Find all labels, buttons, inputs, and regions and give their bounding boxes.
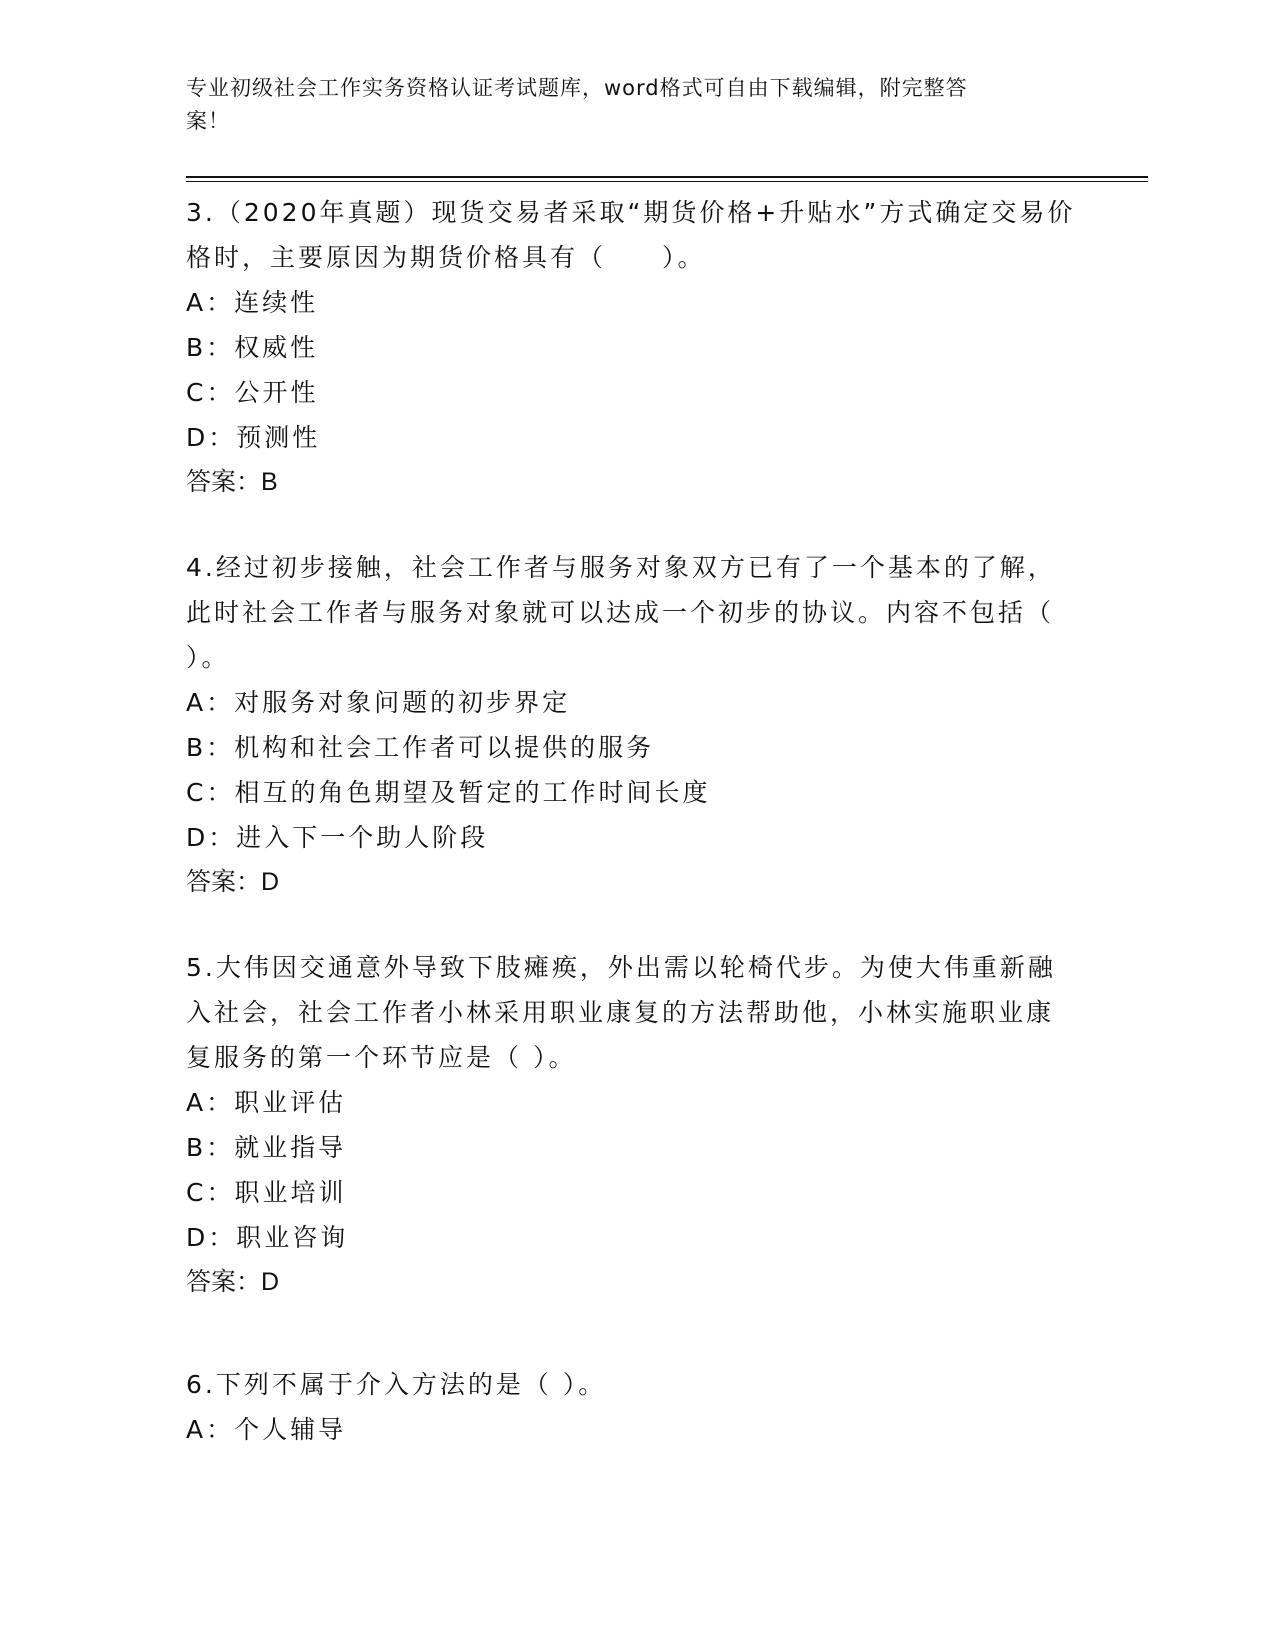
question-6: [186, 1362, 1086, 1452]
option-a: A：对服务对象问题的初步界定: [186, 688, 571, 717]
option-b: B：就业指导: [186, 1133, 347, 1162]
header-divider-thin: [186, 181, 1148, 182]
question-list: [186, 190, 1086, 1345]
option-d: D：预测性: [186, 423, 321, 452]
question-text: 5.大伟因交通意外导致下肢瘫痪，外出需以轮椅代步。为使大伟重新融入社会，社会工作者小林采用职业康复的方法帮助他，小林实施职业康复服务的第一个环节应是（ ）。: [186, 953, 1056, 1072]
header-line-1: 专业初级社会工作实务资格认证考试题库，word格式可自由下载编辑，附完整答: [186, 76, 968, 100]
question-text: 4.经过初步接触，社会工作者与服务对象双方已有了一个基本的了解，此时社会工作者与服务对象就可以达成一个初步的协议。内容不包括（ ）。: [186, 553, 1056, 672]
option-b: B：权威性: [186, 333, 319, 362]
option-a: A：个人辅导: [186, 1415, 347, 1444]
option-d: D：进入下一个助人阶段: [186, 823, 489, 852]
option-b: B：机构和社会工作者可以提供的服务: [186, 733, 655, 762]
document-header: [186, 72, 1066, 138]
option-c: C：公开性: [186, 378, 319, 407]
header-line-2: 案！: [186, 109, 230, 133]
option-a: A：职业评估: [186, 1088, 347, 1117]
answer-text: 答案：B: [186, 468, 278, 496]
header-divider-thick: [186, 176, 1148, 178]
answer-text: 答案：D: [186, 868, 280, 896]
question-4: [186, 545, 1086, 905]
question-text: 6.下列不属于介入方法的是（ ）。: [186, 1370, 607, 1399]
question-text: 3.（2020年真题）现货交易者采取“期货价格+升贴水”方式确定交易价格时，主要原因为期货价格具有（ ）。: [186, 198, 1076, 272]
option-c: C：职业培训: [186, 1178, 347, 1207]
answer-text: 答案：D: [186, 1268, 280, 1296]
option-a: A：连续性: [186, 288, 319, 317]
question-5: [186, 945, 1086, 1305]
question-3: [186, 190, 1086, 505]
option-c: C：相互的角色期望及暂定的工作时间长度: [186, 778, 711, 807]
option-d: D：职业咨询: [186, 1223, 349, 1252]
